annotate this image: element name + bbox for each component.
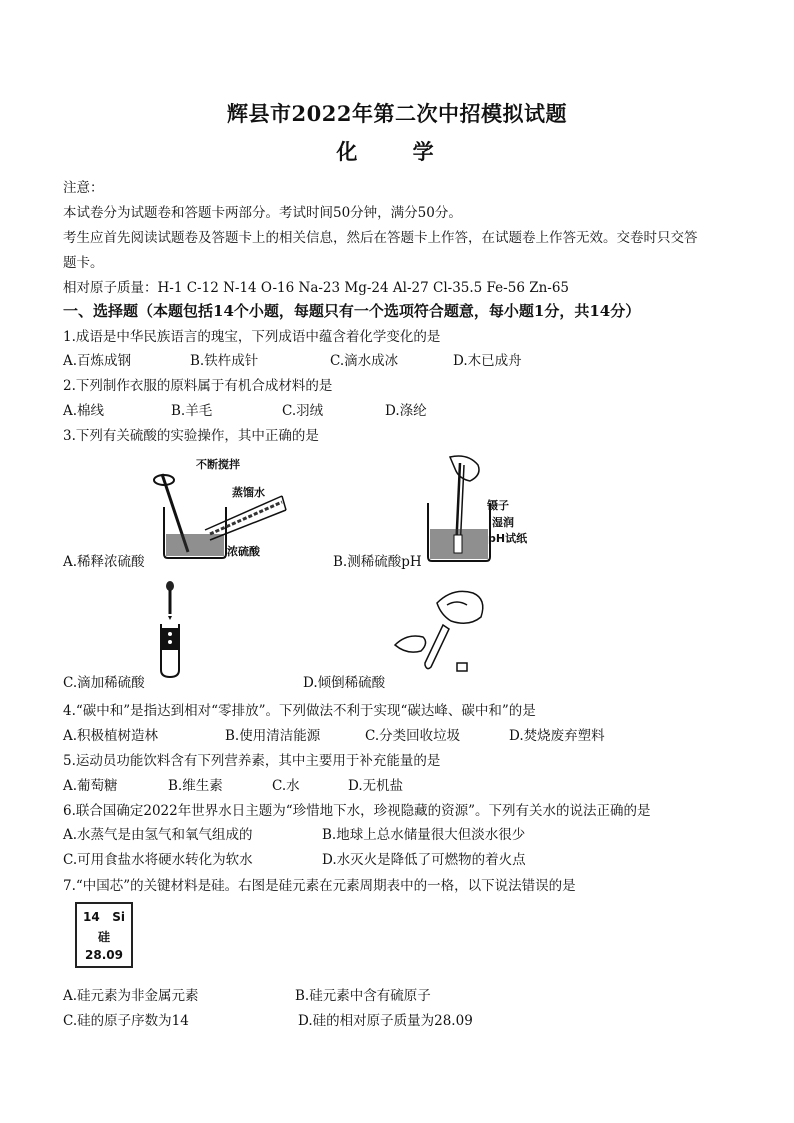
q3-option-a: A.稀释浓硫酸: [63, 554, 145, 570]
atomic-mass-line: 相对原子质量：H-1 C-12 N-14 O-16 Na-23 Mg-24 Al-27 Cl-35.5 Fe-56 Zn-65: [63, 280, 570, 296]
q1-option-d: D.木已成舟: [453, 353, 522, 369]
q2-option-d: D.涤纶: [385, 403, 427, 419]
question-4-stem: 4.“碳中和”是指达到相对“零排放”。下列做法不利于实现“碳达峰、碳中和”的是: [63, 703, 536, 719]
label-wet: 湿润: [492, 516, 514, 529]
q7-option-a: A.硅元素为非金属元素: [63, 988, 199, 1004]
notes-heading: 注意：: [63, 180, 104, 196]
q4-option-b: B.使用清洁能源: [225, 728, 321, 744]
q6-option-c: C.可用食盐水将硬水转化为软水: [63, 852, 253, 868]
q7-option-b: B.硅元素中含有硫原子: [295, 988, 431, 1004]
label-ph-paper: pH试纸: [488, 532, 528, 545]
question-3-stem: 3.下列有关硫酸的实验操作，其中正确的是: [63, 428, 319, 444]
question-1-stem: 1.成语是中华民族语言的瑰宝，下列成语中蕴含着化学变化的是: [63, 329, 441, 345]
q2-option-b: B.羊毛: [171, 403, 213, 419]
q7-option-d: D.硅的相对原子质量为28.09: [298, 1013, 473, 1029]
figure-pour-acid: [385, 585, 495, 675]
label-distilled-water: 蒸馏水: [232, 486, 265, 499]
q3-option-b: B.测稀硫酸pH: [333, 554, 422, 570]
q4-option-a: A.积极植树造林: [63, 728, 159, 744]
section-1-heading: 一、选择题（本题包括14个小题，每题只有一个选项符合题意，每小题1分，共14分）: [63, 302, 641, 320]
notes-line-2b: 题卡。: [63, 255, 104, 271]
element-number: 14: [83, 910, 100, 924]
subject-title: 化 学: [336, 139, 458, 164]
notes-line-2a: 考生应首先阅读试题卷及答题卡上的相关信息，然后在答题卡上作答，在试题卷上作答无效。交卷时只交答: [63, 230, 698, 246]
q2-option-a: A.棉线: [63, 403, 105, 419]
q4-option-d: D.焚烧废弃塑料: [509, 728, 605, 744]
question-5-stem: 5.运动员功能饮料含有下列营养素，其中主要用于补充能量的是: [63, 753, 441, 769]
exam-title: 辉县市2022年第二次中招模拟试题: [227, 101, 567, 126]
element-mass: 28.09: [85, 948, 123, 962]
q3-option-c: C.滴加稀硫酸: [63, 675, 145, 691]
q2-option-c: C.羽绒: [282, 403, 324, 419]
label-concentrated-acid: 浓硫酸: [227, 545, 260, 558]
q7-option-c: C.硅的原子序数为14: [63, 1013, 189, 1029]
q6-option-d: D.水灭火是降低了可燃物的着火点: [322, 852, 526, 868]
q5-option-a: A.葡萄糖: [63, 778, 118, 794]
notes-line-1: 本试卷分为试题卷和答题卡两部分。考试时间50分钟，满分50分。: [63, 205, 462, 221]
q3-option-d: D.倾倒稀硫酸: [303, 675, 386, 691]
element-symbol: Si: [112, 910, 125, 924]
q1-option-c: C.滴水成冰: [330, 353, 399, 369]
q1-option-a: A.百炼成钢: [63, 353, 132, 369]
q6-option-b: B.地球上总水储量很大但淡水很少: [322, 827, 526, 843]
figure-dropper: [150, 580, 190, 680]
silicon-element-cell: [75, 902, 133, 968]
element-name: 硅: [97, 930, 110, 944]
question-6-stem: 6.联合国确定2022年世界水日主题为“珍惜地下水，珍视隐藏的资源”。下列有关水的说法正确的是: [63, 803, 651, 819]
q5-option-b: B.维生素: [168, 778, 223, 794]
question-2-stem: 2.下列制作衣服的原料属于有机合成材料的是: [63, 378, 333, 394]
q4-option-c: C.分类回收垃圾: [365, 728, 461, 744]
q6-option-a: A.水蒸气是由氢气和氧气组成的: [63, 827, 253, 843]
q5-option-c: C.水: [272, 778, 300, 794]
label-stir: 不断搅拌: [196, 458, 240, 471]
q1-option-b: B.铁杵成针: [190, 353, 259, 369]
label-tweezers: 镊子: [487, 499, 509, 512]
q5-option-d: D.无机盐: [348, 778, 404, 794]
question-7-stem: 7.“中国芯”的关键材料是硅。右图是硅元素在元素周期表中的一格，以下说法错误的是: [63, 878, 576, 894]
